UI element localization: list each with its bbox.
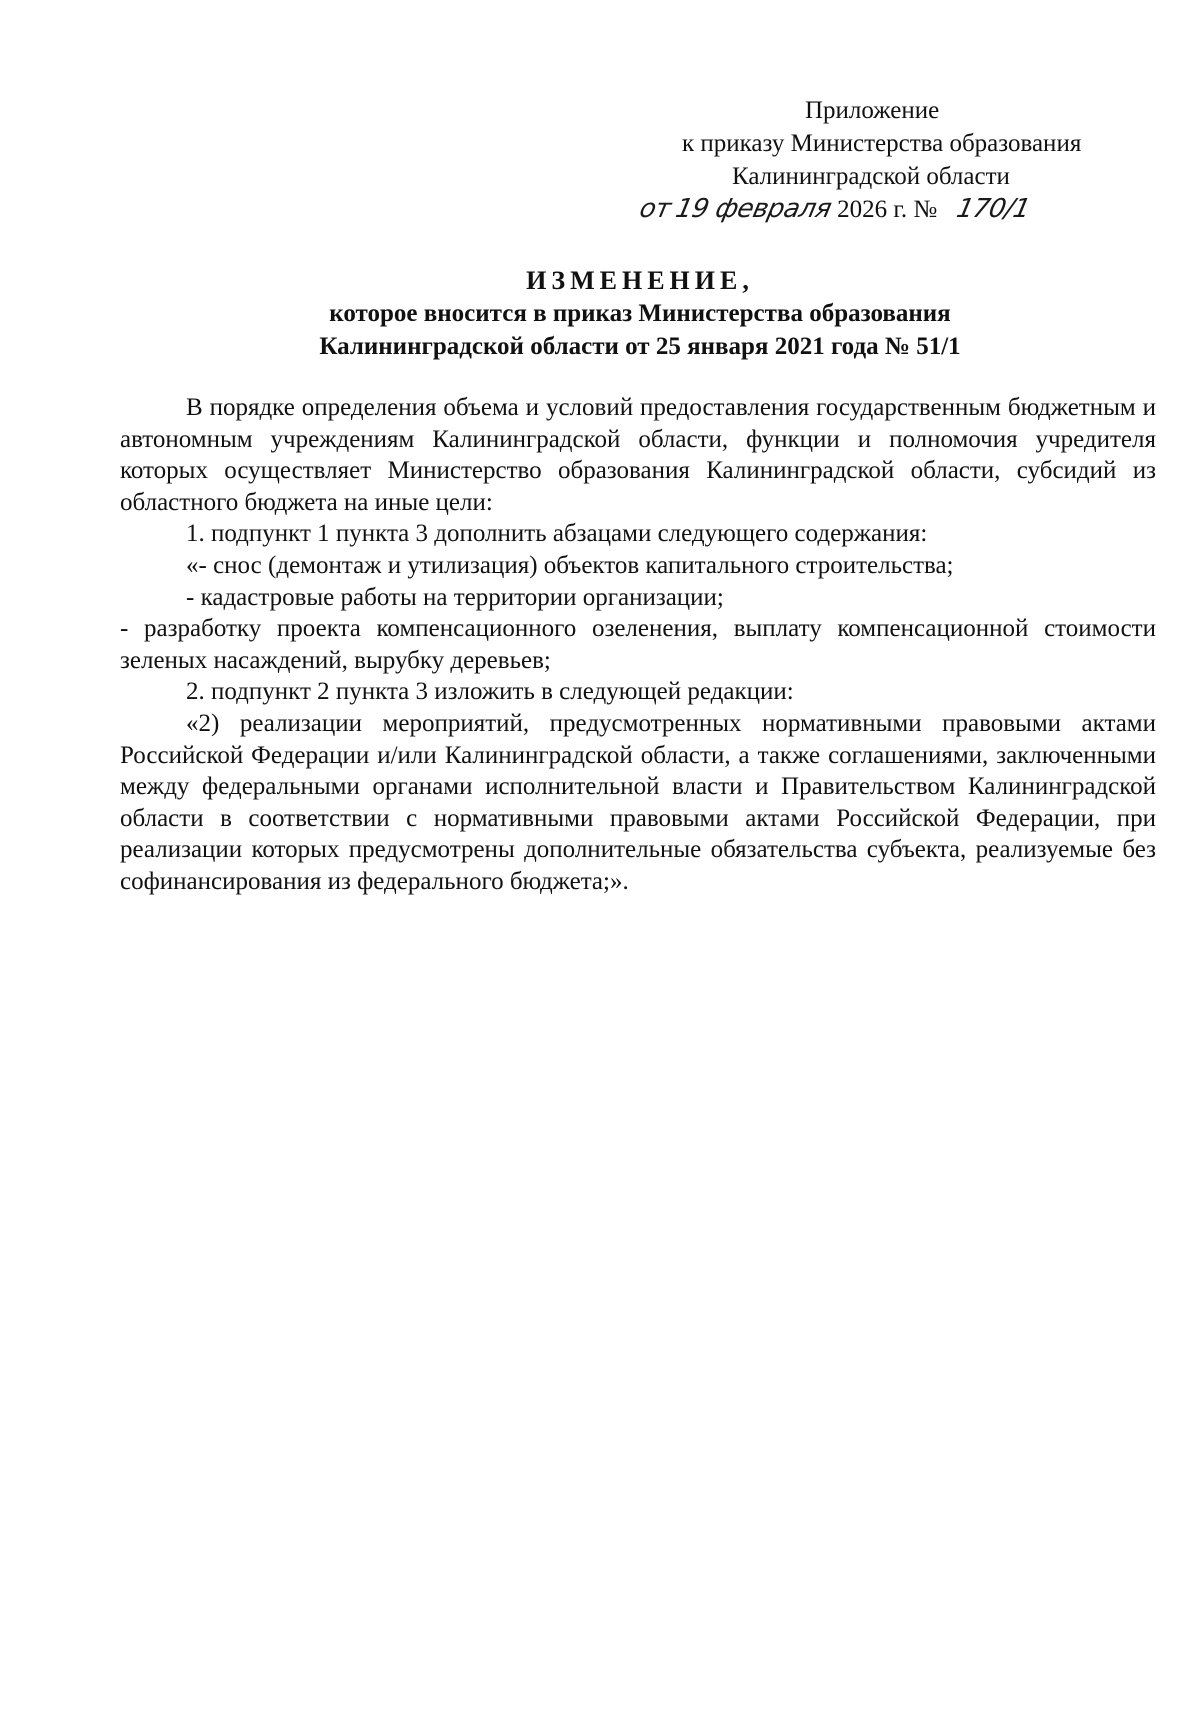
title-heading: ИЗМЕНЕНИЕ,	[526, 266, 754, 295]
title-subtitle-line-2: Калининградской области от 25 января 2021 года № 51/1	[319, 333, 961, 360]
item-2-text: «2) реализации мероприятий, предусмотренных нормативными правовыми актами Российской Федерации и/или Калининградской области, а также соглашениями, заключенными между федеральными органами исполнительной власти и Правительством Калининградской области в соответствии с нормативными правовыми актами Российской Федерации, при реализации которых предусмотрены дополнительные обязательства субъекта, реализуемые без софинансирования из федерального бюджета;».	[120, 709, 1156, 895]
appendix-header	[636, 94, 1140, 229]
appendix-order-reference: к приказу Министерства образования	[682, 130, 1082, 157]
order-date-number-line	[636, 193, 1140, 229]
document-body	[120, 392, 1156, 898]
appendix-region: Калининградской области	[732, 163, 1010, 190]
document-title	[120, 264, 1160, 363]
printed-year-and-number-label: 2026 г. №	[837, 196, 938, 223]
handwritten-date: 19 февраля	[673, 194, 835, 224]
item-1-subitem-demolition: «- снос (демонтаж и утилизация) объектов капитального строительства;	[186, 551, 954, 579]
title-subtitle-line-1: которое вносится в приказ Министерства образования	[329, 300, 951, 327]
handwritten-date-prefix: от	[636, 194, 674, 224]
item-1-subitem-landscaping: - разработку проекта компенсационного озеленения, выплату компенсационной стоимости зеленых насаждений, вырубку деревьев;	[120, 615, 1156, 674]
appendix-label: Приложение	[805, 97, 940, 124]
intro-paragraph: В порядке определения объема и условий предоставления государственным бюджетным и автономным учреждениям Калининградской области, функции и полномочия учредителя которых осуществляет Министерство образования Калининградской области, субсидий из областного бюджета на иные цели:	[120, 394, 1156, 516]
handwritten-order-number: 170/1	[954, 194, 1034, 224]
item-1-subitem-cadastral: - кадастровые работы на территории организации;	[186, 583, 724, 611]
item-2: 2. подпункт 2 пункта 3 изложить в следующей редакции:	[186, 678, 794, 706]
item-1: 1. подпункт 1 пункта 3 дополнить абзацами следующего содержания:	[186, 520, 928, 548]
